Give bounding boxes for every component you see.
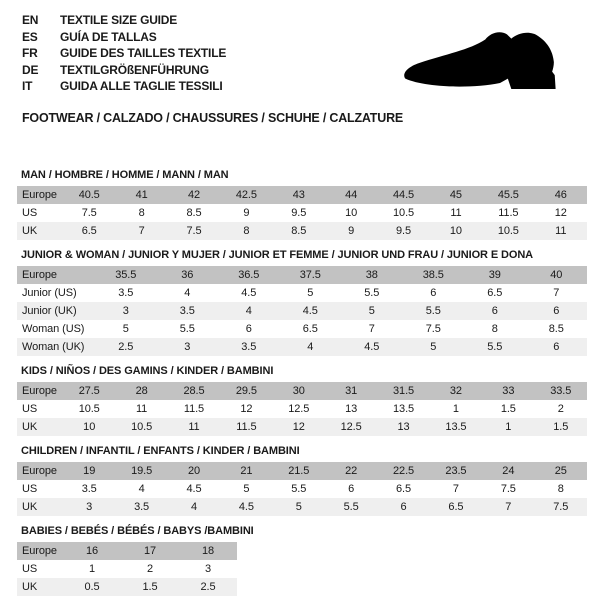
size-cell: 6.5 xyxy=(396,482,412,495)
row-label: Woman (UK) xyxy=(22,340,85,353)
table-row xyxy=(17,542,237,560)
size-cell: 9.5 xyxy=(291,206,307,219)
size-cell: 7.5 xyxy=(500,482,516,495)
size-cell: 20 xyxy=(187,464,200,477)
size-cell: 10 xyxy=(345,206,358,219)
size-cell: 2 xyxy=(557,402,564,415)
language-code: EN xyxy=(22,13,39,27)
size-cell: 13.5 xyxy=(393,402,415,415)
size-cell: 4 xyxy=(138,482,145,495)
size-cell: 12.5 xyxy=(340,420,362,433)
language-code: ES xyxy=(22,29,38,44)
size-cell: 21 xyxy=(240,464,253,477)
size-table-section xyxy=(17,365,587,436)
table-row xyxy=(17,320,587,338)
size-cell: 7.5 xyxy=(553,500,569,513)
row-label: Junior (UK) xyxy=(22,304,77,317)
size-cell: 1.5 xyxy=(500,402,516,415)
size-cell: 9 xyxy=(243,206,250,219)
size-cell: 23.5 xyxy=(445,464,467,477)
row-label: Europe xyxy=(22,188,57,201)
size-cell: 33.5 xyxy=(550,384,572,397)
language-code: DE xyxy=(22,62,39,77)
size-cell: 43 xyxy=(292,188,305,201)
size-table xyxy=(17,382,587,436)
size-cell: 10.5 xyxy=(78,402,100,415)
size-cell: 2.5 xyxy=(200,580,216,593)
table-title: KIDS / NIÑOS / DES GAMINS / KINDER / BAMBINI xyxy=(21,364,274,377)
size-cell: 19.5 xyxy=(131,464,153,477)
size-cell: 1 xyxy=(505,420,512,433)
size-cell: 44 xyxy=(345,188,358,201)
size-cell: 4 xyxy=(190,500,197,513)
size-table xyxy=(17,542,237,596)
row-label: US xyxy=(22,562,38,575)
size-cell: 3.5 xyxy=(241,340,257,353)
size-cell: 6 xyxy=(553,304,560,317)
size-cell: 42.5 xyxy=(235,188,257,201)
size-cell: 7 xyxy=(138,224,145,237)
row-label: Woman (US) xyxy=(22,322,85,335)
size-cell: 22 xyxy=(345,464,358,477)
size-cell: 39 xyxy=(488,268,501,281)
row-label: UK xyxy=(22,500,38,513)
size-cell: 13 xyxy=(345,402,358,415)
size-cell: 4 xyxy=(184,286,191,299)
size-cell: 33 xyxy=(502,384,515,397)
table-row xyxy=(17,186,587,204)
table-row xyxy=(17,266,587,284)
size-cell: 8.5 xyxy=(548,322,564,335)
size-cell: 5 xyxy=(243,482,250,495)
size-cell: 40 xyxy=(550,268,563,281)
category-heading: FOOTWEAR / CALZADO / CHAUSSURES / SCHUHE / CALZATURE xyxy=(22,110,404,125)
size-cell: 13 xyxy=(397,420,410,433)
size-cell: 9.5 xyxy=(396,224,412,237)
size-cell: 19 xyxy=(83,464,96,477)
table-row xyxy=(17,560,237,578)
size-cell: 42 xyxy=(187,188,200,201)
size-cell: 6.5 xyxy=(448,500,464,513)
size-cell: 4 xyxy=(307,340,314,353)
row-label: Europe xyxy=(22,268,57,281)
size-cell: 5.5 xyxy=(343,500,359,513)
size-cell: 12 xyxy=(292,420,305,433)
size-cell: 45.5 xyxy=(497,188,519,201)
size-cell: 10 xyxy=(449,224,462,237)
row-label: Europe xyxy=(22,384,57,397)
size-cell: 21.5 xyxy=(288,464,310,477)
row-label: UK xyxy=(22,580,38,593)
size-cell: 6 xyxy=(491,304,498,317)
size-cell: 6 xyxy=(400,500,407,513)
size-cell: 8 xyxy=(557,482,564,495)
size-cell: 5 xyxy=(307,286,314,299)
size-cell: 12.5 xyxy=(288,402,310,415)
row-label: Junior (US) xyxy=(22,286,77,299)
size-cell: 18 xyxy=(201,544,215,557)
table-row xyxy=(17,338,587,356)
size-cell: 11 xyxy=(188,420,200,433)
table-row xyxy=(17,204,587,222)
size-tables xyxy=(17,169,587,596)
table-row xyxy=(17,462,587,480)
size-cell: 4.5 xyxy=(186,482,202,495)
table-row xyxy=(17,222,587,240)
size-table-section xyxy=(17,169,587,240)
size-cell: 37.5 xyxy=(299,268,321,281)
size-cell: 35.5 xyxy=(115,268,137,281)
size-cell: 1 xyxy=(452,402,459,415)
size-cell: 11 xyxy=(135,402,148,415)
size-cell: 7 xyxy=(368,322,375,335)
size-cell: 8 xyxy=(138,206,145,219)
size-cell: 8 xyxy=(491,322,498,335)
table-title: JUNIOR & WOMAN / JUNIOR Y MUJER / JUNIOR ET FEMME / JUNIOR UND FRAU / JUNIOR E DONA xyxy=(21,248,534,261)
size-cell: 5.5 xyxy=(425,304,441,317)
table-title: BABIES / BEBÉS / BÉBÉS / BABYS /BAMBINI xyxy=(21,524,254,537)
shoe-icon xyxy=(398,30,576,96)
size-cell: 24 xyxy=(502,464,515,477)
size-cell: 1.5 xyxy=(553,420,569,433)
size-cell: 8.5 xyxy=(186,206,202,219)
size-cell: 6.5 xyxy=(81,224,97,237)
size-cell: 4 xyxy=(245,304,252,317)
size-cell: 25 xyxy=(554,464,567,477)
size-cell: 8 xyxy=(243,224,250,237)
language-label: TEXTILGRÖßENFÜHRUNG xyxy=(60,62,209,77)
table-row xyxy=(17,578,237,596)
size-table-section xyxy=(17,445,587,516)
row-label: UK xyxy=(22,224,38,237)
size-cell: 38 xyxy=(365,268,378,281)
size-cell: 40.5 xyxy=(78,188,100,201)
size-cell: 31.5 xyxy=(393,384,415,397)
size-cell: 10.5 xyxy=(131,420,153,433)
row-label: US xyxy=(22,402,38,415)
size-cell: 30 xyxy=(292,384,305,397)
size-cell: 3 xyxy=(184,340,191,353)
language-code: FR xyxy=(22,46,38,60)
size-cell: 0.5 xyxy=(84,580,100,593)
size-cell: 46 xyxy=(554,188,567,201)
size-cell: 10.5 xyxy=(393,206,415,219)
size-cell: 2 xyxy=(146,562,154,575)
size-cell: 3 xyxy=(204,562,212,575)
size-cell: 5.5 xyxy=(179,322,195,335)
size-cell: 22.5 xyxy=(393,464,415,477)
size-cell: 36 xyxy=(181,268,194,281)
size-cell: 10.5 xyxy=(497,224,519,237)
size-cell: 16 xyxy=(85,544,99,557)
size-cell: 7.5 xyxy=(81,206,97,219)
size-cell: 5.5 xyxy=(364,286,380,299)
size-cell: 8.5 xyxy=(291,224,307,237)
language-label: TEXTILE SIZE GUIDE xyxy=(60,13,178,27)
size-cell: 5.5 xyxy=(291,482,307,495)
size-cell: 11.5 xyxy=(183,402,205,415)
size-cell: 7 xyxy=(452,482,459,495)
size-cell: 17 xyxy=(143,544,157,557)
size-cell: 5 xyxy=(430,340,437,353)
size-cell: 3.5 xyxy=(81,482,97,495)
size-cell: 7.5 xyxy=(186,224,202,237)
size-cell: 31 xyxy=(345,384,358,397)
size-cell: 11 xyxy=(450,206,462,219)
size-cell: 7.5 xyxy=(425,322,441,335)
language-label: GUÍA DE TALLAS xyxy=(60,29,157,44)
size-cell: 3.5 xyxy=(134,500,150,513)
size-cell: 5.5 xyxy=(487,340,503,353)
size-cell: 3.5 xyxy=(179,304,195,317)
size-cell: 28 xyxy=(135,384,148,397)
language-label: GUIDA ALLE TAGLIE TESSILI xyxy=(60,79,223,93)
size-cell: 41 xyxy=(135,188,148,201)
size-cell: 12 xyxy=(240,402,253,415)
size-table-section xyxy=(17,525,587,596)
size-cell: 9 xyxy=(348,224,355,237)
row-label: Europe xyxy=(22,464,57,477)
size-cell: 29.5 xyxy=(235,384,257,397)
size-cell: 3 xyxy=(122,304,129,317)
row-label: US xyxy=(22,206,38,219)
size-cell: 6 xyxy=(245,322,252,335)
language-code: IT xyxy=(22,79,33,93)
size-cell: 28.5 xyxy=(183,384,205,397)
size-cell: 4.5 xyxy=(302,304,318,317)
table-row xyxy=(17,480,587,498)
size-cell: 7 xyxy=(505,500,512,513)
size-cell: 3 xyxy=(86,500,93,513)
size-cell: 10 xyxy=(83,420,96,433)
size-cell: 3.5 xyxy=(118,286,134,299)
table-row xyxy=(17,498,587,516)
table-row xyxy=(17,284,587,302)
table-title: CHILDREN / INFANTIL / ENFANTS / KINDER / BAMBINI xyxy=(21,444,300,457)
language-row xyxy=(22,12,600,29)
size-cell: 13.5 xyxy=(445,420,467,433)
table-row xyxy=(17,302,587,320)
size-cell: 11 xyxy=(555,224,567,237)
size-cell: 36.5 xyxy=(238,268,260,281)
table-row xyxy=(17,382,587,400)
size-cell: 6.5 xyxy=(487,286,503,299)
size-table-section xyxy=(17,249,587,356)
size-table xyxy=(17,186,587,240)
size-cell: 6 xyxy=(348,482,355,495)
language-label: GUIDE DES TAILLES TEXTILE xyxy=(60,46,227,60)
shoe-silhouette-path xyxy=(404,32,555,89)
table-title: MAN / HOMBRE / HOMME / MANN / MAN xyxy=(21,168,229,181)
size-cell: 38.5 xyxy=(422,268,444,281)
size-cell: 1 xyxy=(88,562,96,575)
size-cell: 6 xyxy=(553,340,560,353)
size-table xyxy=(17,462,587,516)
size-cell: 27.5 xyxy=(78,384,100,397)
size-cell: 2.5 xyxy=(118,340,134,353)
size-cell: 44.5 xyxy=(393,188,415,201)
size-cell: 4.5 xyxy=(241,286,257,299)
size-cell: 5 xyxy=(295,500,302,513)
size-cell: 5 xyxy=(368,304,375,317)
row-label: Europe xyxy=(22,544,57,557)
row-label: US xyxy=(22,482,38,495)
size-table xyxy=(17,266,587,356)
size-cell: 6.5 xyxy=(302,322,318,335)
table-row xyxy=(17,418,587,436)
size-cell: 5 xyxy=(122,322,129,335)
size-cell: 4.5 xyxy=(238,500,254,513)
size-cell: 6 xyxy=(430,286,437,299)
size-cell: 7 xyxy=(553,286,560,299)
size-cell: 4.5 xyxy=(364,340,380,353)
size-cell: 45 xyxy=(449,188,462,201)
size-cell: 1.5 xyxy=(142,580,158,593)
size-cell: 12 xyxy=(554,206,567,219)
size-cell: 11.5 xyxy=(498,206,519,219)
table-row xyxy=(17,400,587,418)
row-label: UK xyxy=(22,420,38,433)
size-cell: 11.5 xyxy=(236,420,257,433)
size-cell: 32 xyxy=(449,384,462,397)
